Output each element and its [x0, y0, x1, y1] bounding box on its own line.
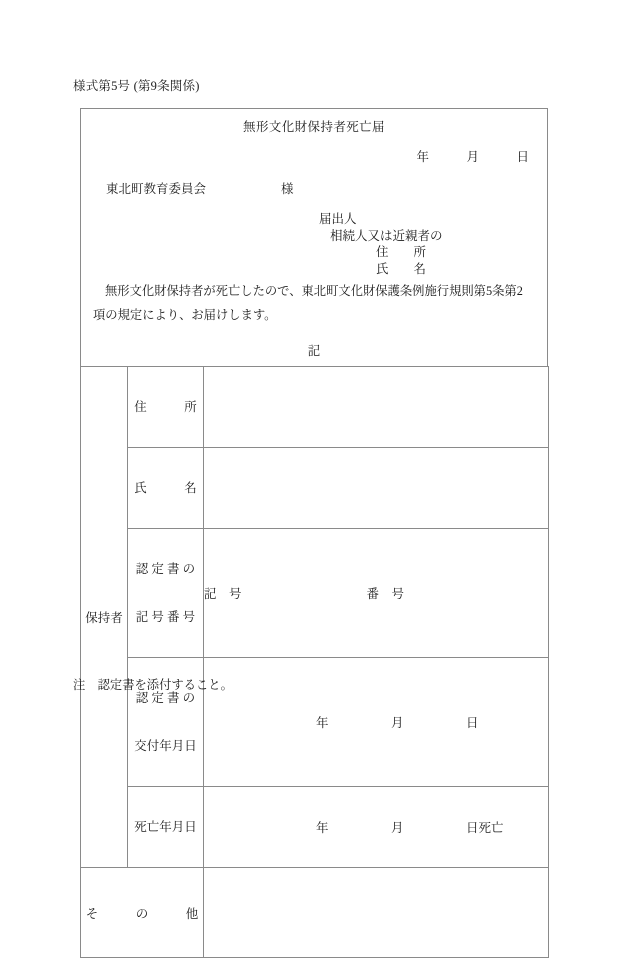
submitter-address-label: 住 所: [376, 245, 427, 259]
row-label-certificate-number: [128, 529, 204, 658]
footnote: 注 認定書を添付すること。: [73, 678, 233, 692]
death-date-fields: 年 月 日死亡: [316, 821, 504, 835]
body-paragraph: 無形文化財保持者が死亡したので、東北町文化財保護条例施行規則第5条第2項の規定により、お届けします。: [93, 284, 523, 322]
holder-details-table: [80, 366, 549, 958]
row-value-other[interactable]: [204, 868, 549, 958]
submission-date-line: 年 月 日: [416, 150, 529, 164]
table-row: [81, 529, 549, 658]
row-label-address: [128, 367, 204, 448]
row-label-line: 氏 名: [134, 481, 197, 495]
row-label-line: 認 定 書 の: [135, 691, 196, 705]
row-value-name[interactable]: [204, 448, 549, 529]
row-label-line: 死亡年月日: [134, 820, 197, 834]
row-label-name: [128, 448, 204, 529]
row-label-other: そ の 他: [81, 868, 204, 958]
row-value-death-date[interactable]: [204, 787, 549, 868]
submitter-block: [319, 211, 443, 277]
row-label-line: 認 定 書 の: [135, 562, 196, 576]
ki-mark: 記: [307, 344, 321, 358]
issue-date-fields: 年 月 日: [316, 716, 479, 730]
submitter-heading: 届出人: [319, 212, 357, 226]
submitter-relation: 相続人又は近親者の: [330, 228, 443, 243]
row-value-certificate-issue-date[interactable]: [204, 658, 549, 787]
form-number: 様式第5号 (第9条関係): [73, 79, 200, 93]
row-label-line: 交付年月日: [134, 739, 197, 753]
table-row: [81, 868, 549, 958]
table-row: [81, 367, 549, 448]
header-area: [81, 109, 547, 367]
document-title: 無形文化財保持者死亡届: [243, 120, 385, 134]
table-row: [81, 787, 549, 868]
table-row: [81, 448, 549, 529]
row-label-line: 住 所: [134, 400, 197, 414]
document-header-box: [80, 108, 548, 367]
certificate-number-fields: 記 号 番 号: [204, 587, 405, 601]
row-label-line: 記 号 番 号: [135, 610, 196, 624]
addressee-line: 東北町教育委員会 様: [106, 182, 294, 196]
row-label-death-date: [128, 787, 204, 868]
submitter-name-label: 氏 名: [376, 261, 427, 276]
holder-category-label: 保持者: [81, 367, 128, 868]
row-value-certificate-number[interactable]: [204, 529, 549, 658]
row-value-address[interactable]: [204, 367, 549, 448]
